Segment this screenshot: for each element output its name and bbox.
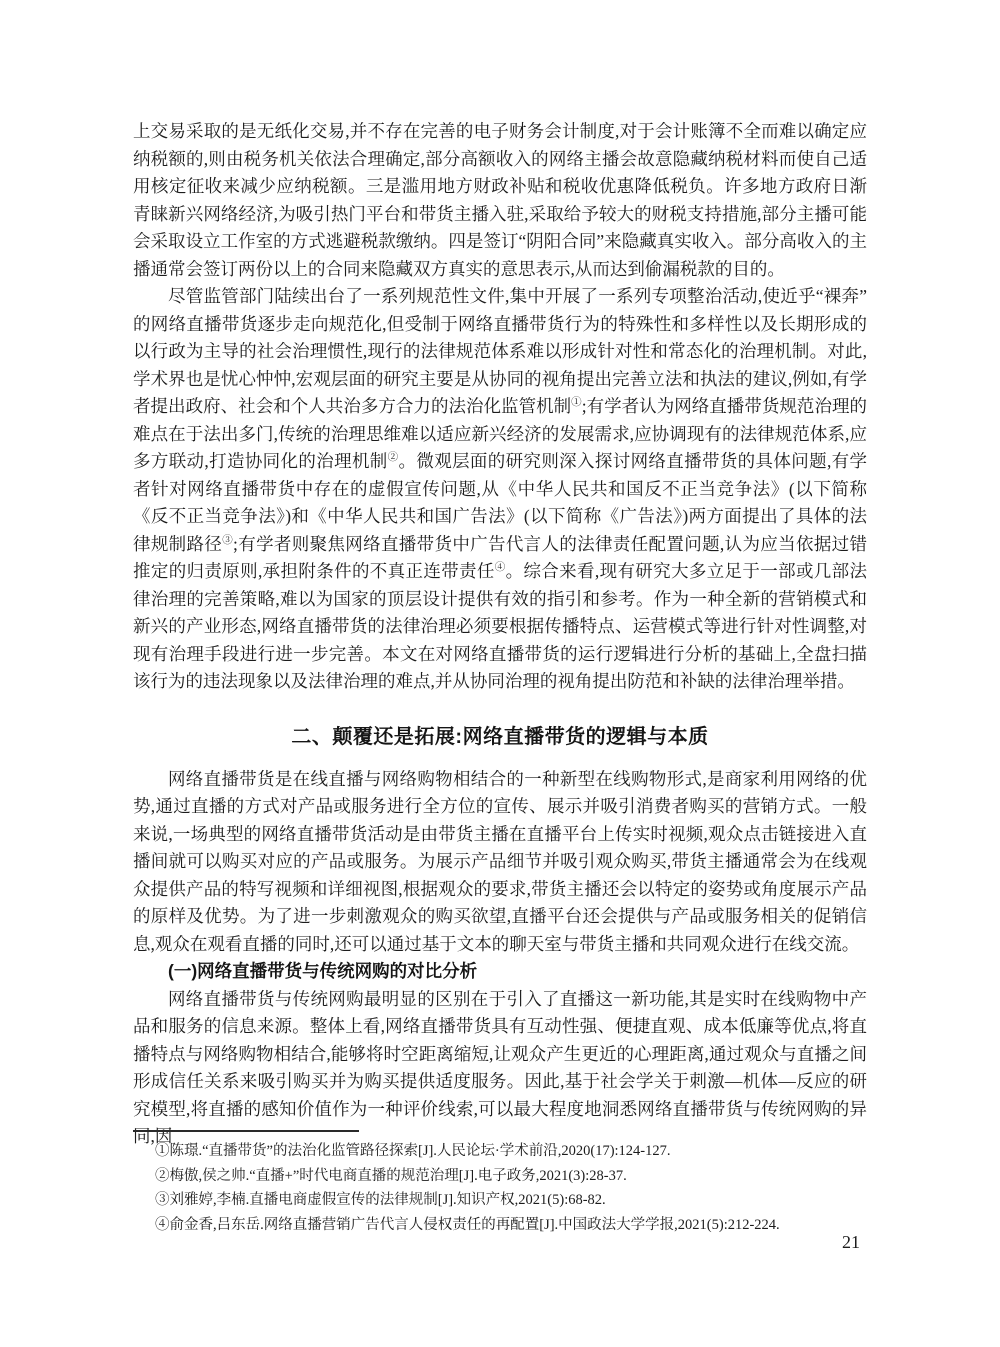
body-paragraph: 尽管监管部门陆续出台了一系列规范性文件,集中开展了一系列专项整治活动,使近乎“裸奔”的网络直播带货逐步走向规范化,但受制于网络直播带货行为的特殊性和多样性以及长期形成的以行政为主导的社会治理惯性,现行的法律规范体系难以形成针对性和常态化的治理机制。对此,学术界也是忧心忡忡,宏观层面的研究主要是从协同的视角提出完善立法和执法的建议,例如,有学者提出政府、社会和个人共治多方合力的法治化监管机制①;有学者认为网络直播带货规范治理的难点在于法出多门,传统的治理思维难以适应新兴经济的发展需求,应协调现有的法律规范体系,应多方联动,打造协同化的治理机制②。微观层面的研究则深入探讨网络直播带货的具体问题,有学者针对网络直播带货中存在的虚假宣传问题,从《中华人民共和国反不正当竞争法》(以下简称《反不正当竞争法》)和《中华人民共和国广告法》(以下简称《广告法》)两方面提出了具体的法律规制路径③;有学者则聚焦网络直播带货中广告代言人的法律责任配置问题,认为应当依据过错推定的归责原则,承担附条件的不真正连带责任④。综合来看,现有研究大多立足于一部或几部法律治理的完善策略,难以为国家的顶层设计提供有效的指引和参考。作为一种全新的营销模式和新兴的产业形态,网络直播带货的法律治理必须要根据传播特点、运营模式等进行针对性调整,对现有治理手段进行进一步完善。本文在对网络直播带货的运行逻辑进行分析的基础上,全盘扫描该行为的违法现象以及法律治理的难点,并从协同治理的视角提出防范和补缺的法律治理举措。 <box>133 286 868 691</box>
body-paragraph: 网络直播带货与传统网购最明显的区别在于引入了直播这一新功能,其是实时在线购物中产品和服务的信息来源。整体上看,网络直播带货具有互动性强、便捷直观、成本低廉等优点,将直播特点与网络购物相结合,能够将时空距离缩短,让观众产生更近的心理距离,通过观众与直播之间形成信任关系来吸引购买并为购买提供适度服务。因此,基于社会学关于刺激—机体—反应的研究模型,将直播的感知价值作为一种评价线索,可以最大程度地洞悉网络直播带货与传统网购的异同,因 <box>133 988 867 1146</box>
footnote-item: ③刘雅婷,李楠.直播电商虚假宣传的法律规制[J].知识产权,2021(5):68-82. <box>155 1192 606 1209</box>
footnote-item: ②梅傲,侯之帅.“直播+”时代电商直播的规范治理[J].电子政务,2021(3):28-37. <box>155 1167 627 1184</box>
footnote-marker: ① <box>571 397 582 409</box>
page-number: 21 <box>842 1232 860 1252</box>
footnotes-section <box>133 1130 867 1238</box>
footnote-list <box>133 1139 867 1238</box>
footnote-divider <box>133 1130 359 1132</box>
footnote-item: ①陈璟.“直播带货”的法治化监管路径探索[J].人民论坛·学术前沿,2020(17):124-127. <box>155 1143 671 1159</box>
footnote-item: ④俞金香,吕东岳.网络直播营销广告代言人侵权责任的再配置[J].中国政法大学学报,2021(5):212-224. <box>155 1217 780 1234</box>
subsection-heading: (一)网络直播带货与传统网购的对比分析 <box>168 961 478 981</box>
footnote-marker: ② <box>387 452 399 464</box>
section-heading: 二、颠覆还是拓展:网络直播带货的逻辑与本质 <box>291 725 709 748</box>
body-paragraph: 网络直播带货是在线直播与网络购物相结合的一种新型在线购物形式,是商家利用网络的优势,通过直播的方式对产品或服务进行全方位的宣传、展示并吸引消费者购买的营销方式。一般来说,一场典型的网络直播带货活动是由带货主播在直播平台上传实时视频,观众点击链接进入直播间就可以购买对应的产品或服务。为展示产品细节并吸引观众购买,带货主播通常会为在线观众提供产品的特写视频和详细视图,根据观众的要求,带货主播还会以特定的姿势或角度展示产品的原样及优势。为了进一步刺激观众的购买欲望,直播平台还会提供与产品或服务相关的促销信息,观众在观看直播的同时,还可以通过基于文本的聊天室与带货主播和共同观众进行在线交流。 <box>133 768 867 954</box>
footnote-marker: ③ <box>222 534 234 546</box>
body-paragraph: 上交易采取的是无纸化交易,并不存在完善的电子财务会计制度,对于会计账簿不全而难以确定应纳税额的,则由税务机关依法合理确定,部分高额收入的网络主播会故意隐藏纳税材料而使自己适用核定征收来减少应纳税额。三是滥用地方财政补贴和税收优惠降低税负。许多地方政府日渐青睐新兴网络经济,为吸引热门平台和带货主播入驻,采取给予较大的财税支持措施,部分主播可能会采取设立工作室的方式逃避税款缴纳。四是签订“阴阳合同”来隐藏真实收入。部分高收入的主播通常会签订两份以上的合同来隐藏双方真实的意思表示,从而达到偷漏税款的目的。 <box>133 121 867 279</box>
footnote-marker: ④ <box>494 562 506 574</box>
article-body <box>133 118 867 1151</box>
